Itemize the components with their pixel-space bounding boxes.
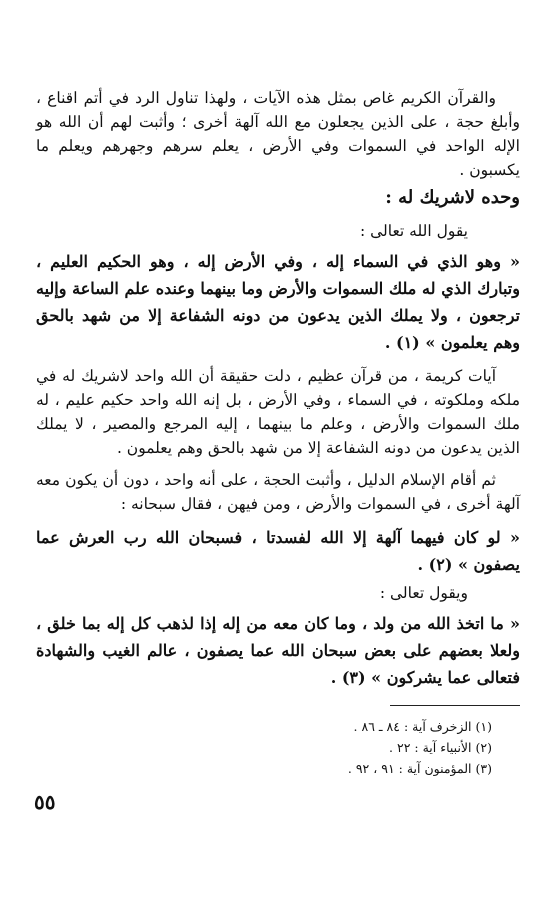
quran-quote-3: « ما اتخذ الله من ولد ، وما كان معه من إله إذا لذهب كل إله بما خلق ، ولعلا بعضهم على بعض سبحان الله عما يصفون ، عالم الغيب والشهادة فتعالى عما يشركون » (٣) . [36, 614, 520, 687]
footnote-3: (٣) المؤمنون آية : ٩١ ، ٩٢ . [347, 761, 492, 776]
page-number: ٥٥ [34, 790, 56, 814]
saying-line-2: ويقول تعالى : [379, 584, 468, 602]
footnote-2: (٢) الأنبياء آية : ٢٢ . [389, 740, 492, 755]
intro-paragraph: والقرآن الكريم غاص بمثل هذه الآيات ، ولهذا تناول الرد في أتم اقناع ، وأبلغ حجة ، على الذين يجعلون مع الله آلهة أخرى ؛ وأثبت لهم أن الله هو الإله الواحد في السموات وفي الأرض ، يعلم سرهم وجهرهم ويعلم ما يكسبون . [36, 89, 520, 179]
quran-quote-1: « وهو الذي في السماء إله ، وفي الأرض إله ، وهو الحكيم العليم ، وتبارك الذي له ملك السموات والأرض وما بينهما وعنده علم الساعة وإليه ترجعون ، ولا يملك الذين يدعون من دونه الشفاعة إلا من شهد بالحق وهم يعلمون » (١) . [36, 252, 520, 352]
footnotes [36, 716, 520, 779]
quran-quote-2: « لو كان فيهما آلهة إلا الله لفسدتا ، فسبحان الله رب العرش عما يصفون » (٢) . [36, 528, 520, 574]
section-heading: وحده لاشريك له : [385, 187, 520, 208]
footnote-1: (١) الزخرف آية : ٨٤ ـ ٨٦ . [353, 719, 492, 734]
explanation-paragraph: آيات كريمة ، من قرآن عظيم ، دلت حقيقة أن الله واحد لاشريك له في ملكه وملكوته ، في السماء ، وفي الأرض ، بل إنه الله واحد حكيم عليم ، له ملك السموات والأرض ، وعلم ما بينهما ، إليه المرجع والمصير ، لا يملك الذين يدعون من دونه الشفاعة إلا من شهد بالحق وهم يعلمون . [36, 367, 520, 457]
evidence-paragraph: ثم أقام الإسلام الدليل ، وأثبت الحجة ، على أنه واحد ، دون أن يكون معه آلهة أخرى ، في السموات والأرض ، ومن فيهن ، فقال سبحانه : [36, 471, 520, 513]
saying-line-1: يقول الله تعالى : [359, 222, 468, 240]
footnote-divider [390, 705, 520, 706]
